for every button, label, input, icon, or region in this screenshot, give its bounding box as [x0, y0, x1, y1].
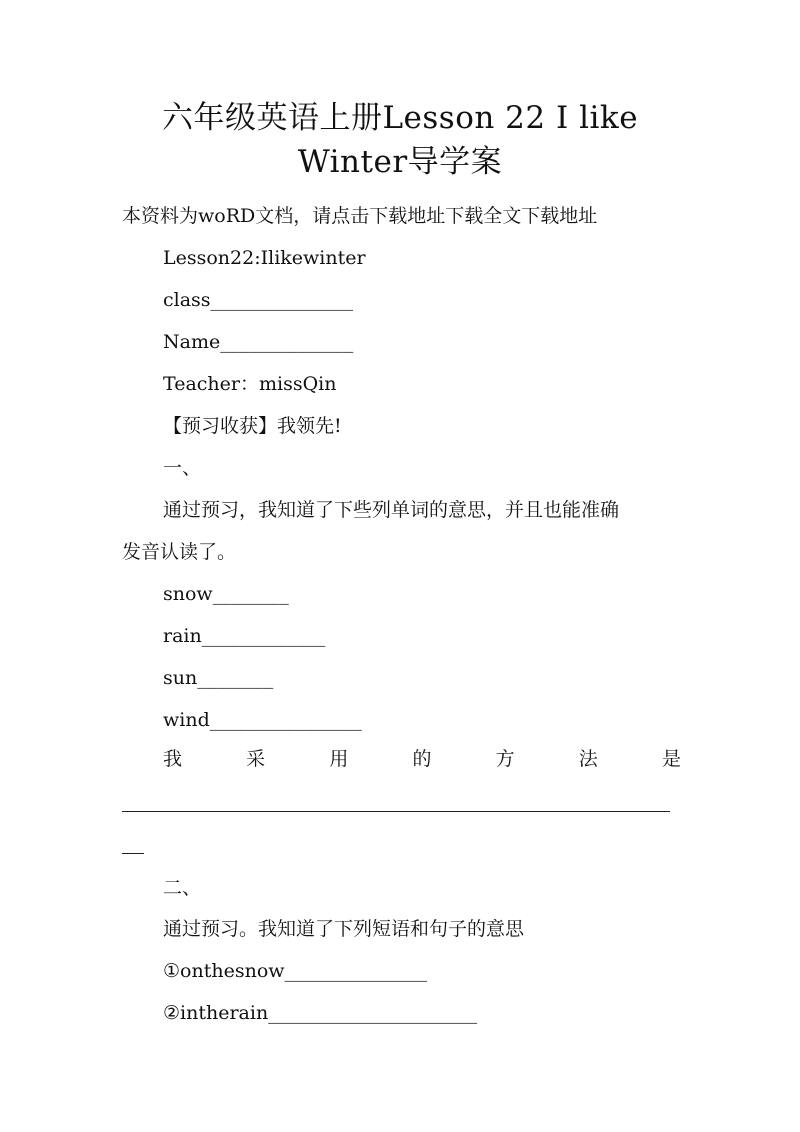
method-prompt [163, 746, 681, 772]
part-two-number: 二、 [163, 877, 202, 899]
class-field: class_______________ [163, 289, 354, 311]
word-item: wind________________ [163, 709, 362, 731]
method-char: 是 [661, 748, 681, 770]
part-one-number: 一、 [163, 457, 202, 479]
method-char: 法 [578, 748, 598, 770]
name-field: Name______________ [163, 331, 354, 353]
intro-text: 本资料为woRD文档，请点击下载地址下载全文下载地址 [122, 205, 598, 227]
method-char: 我 [163, 748, 183, 770]
method-char: 的 [412, 748, 432, 770]
word-item: snow________ [163, 583, 289, 605]
method-char: 方 [495, 748, 515, 770]
word-item: sun________ [163, 667, 274, 689]
word-item: rain_____________ [163, 625, 326, 647]
part-one-instruction: 通过预习，我知道了下些列单词的意思，并且也能准确 [163, 499, 620, 521]
phrase-item: ①onthesnow_______________ [163, 960, 428, 982]
part-two-instruction: 通过预习。我知道了下列短语和句子的意思 [163, 918, 525, 940]
answer-blank-line-cont [122, 853, 144, 854]
phrase-item: ②intherain______________________ [163, 1002, 478, 1024]
document-title-line-2: Winter导学案 [297, 144, 503, 180]
method-char: 用 [329, 748, 349, 770]
lesson-title: Lesson22:Ilikewinter [163, 247, 366, 269]
method-char: 采 [246, 748, 266, 770]
answer-blank-line [122, 811, 670, 812]
section-heading: 【预习收获】我领先! [163, 415, 342, 437]
document-title-line-1: 六年级英语上册Lesson 22 I like [161, 100, 639, 136]
part-one-instruction-cont: 发音认读了。 [122, 541, 237, 563]
teacher-line: Teacher：missQin [163, 373, 337, 395]
